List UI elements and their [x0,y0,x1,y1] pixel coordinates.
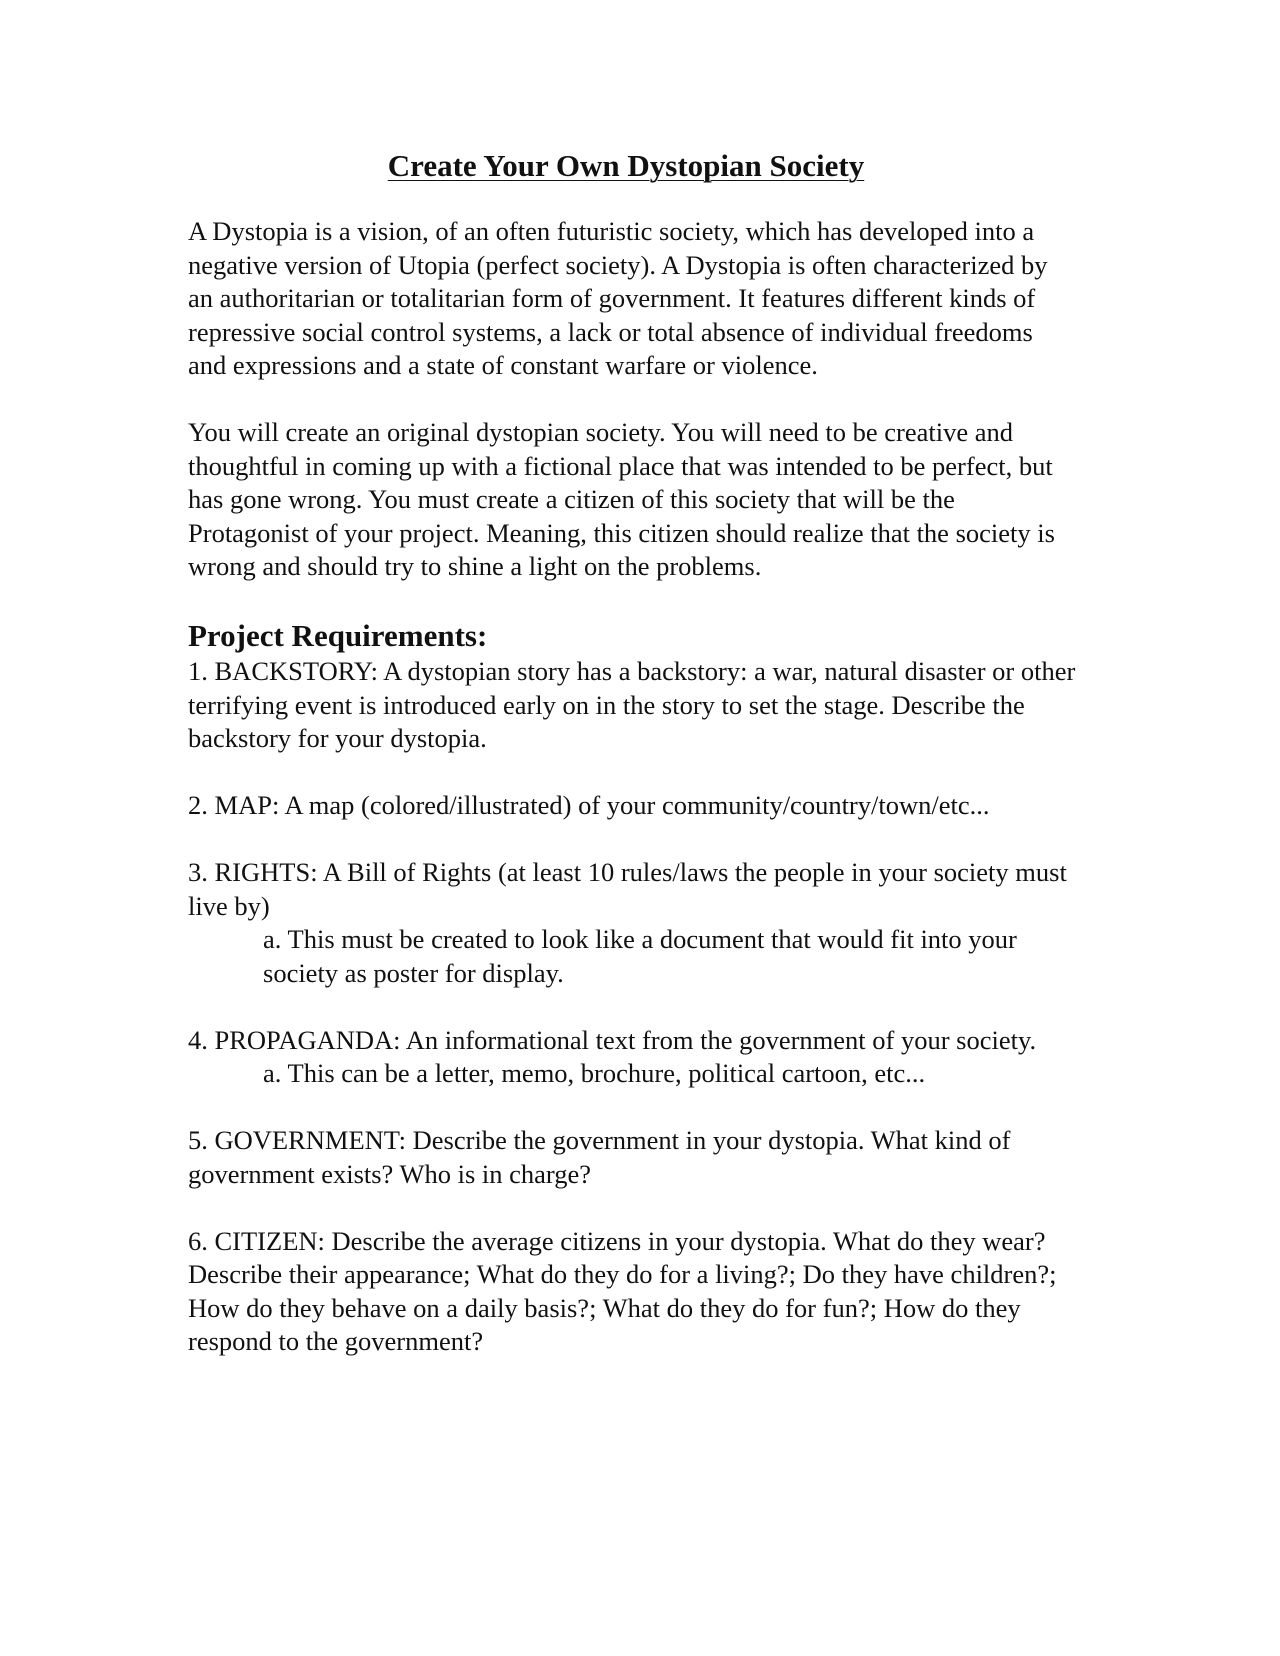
requirement-subitem: a. This can be a letter, memo, brochure, political cartoon, etc... [263,1058,926,1088]
requirement-backstory [188,655,1078,756]
requirement-text: 4. PROPAGANDA: An informational text from the government of your society. [188,1024,1037,1055]
requirement-text: 3. RIGHTS: A Bill of Rights (at least 10 rules/laws the people in your society must live by) [188,857,1067,921]
intro-paragraph-assignment: You will create an original dystopian society. You will need to be creative and thoughtful in coming up with a fictional place that was intended to be perfect, but has gone wrong. You must create a citizen of this society that will be the Protagonist of your project. Meaning, this citizen should realize that the society is wrong and should try to shine a light on the problems. [188,417,1055,581]
requirement-text: 2. MAP: A map (colored/illustrated) of your community/country/town/etc... [188,790,990,820]
requirement-government [188,1124,1078,1191]
requirement-text: 6. CITIZEN: Describe the average citizens in your dystopia. What do they wear? Describe their appearance; What do they do for a living?; Do they have children?; How do they behave on a daily basis?; What do they do for fun?; How do they respond to the government? [188,1225,1057,1356]
requirement-map [188,789,1078,823]
intro-paragraph-definition: A Dystopia is a vision, of an often futuristic society, which has developed into a negative version of Utopia (perfect society). A Dystopia is often characterized by an authoritarian or totalitarian form of government. It features different kinds of repressive social control systems, a lack or total absence of individual freedoms and expressions and a state of constant warfare or violence. [188,216,1048,380]
requirement-subitem: a. This must be created to look like a document that would fit into your society as poster for display. [263,924,1017,988]
requirement-text: 5. GOVERNMENT: Describe the government in your dystopia. What kind of government exists? Who is in charge? [188,1125,1011,1189]
requirement-citizen [188,1225,1078,1359]
document-page [188,148,1088,1392]
requirement-propaganda [188,1024,1078,1091]
requirements-heading: Project Requirements: [188,618,488,653]
requirement-text: 1. BACKSTORY: A dystopian story has a backstory: a war, natural disaster or other terrifying event is introduced early on in the story to set the stage. Describe the backstory for your dystopia. [188,656,1076,753]
requirement-rights [188,856,1078,990]
document-title: Create Your Own Dystopian Society [387,148,865,183]
